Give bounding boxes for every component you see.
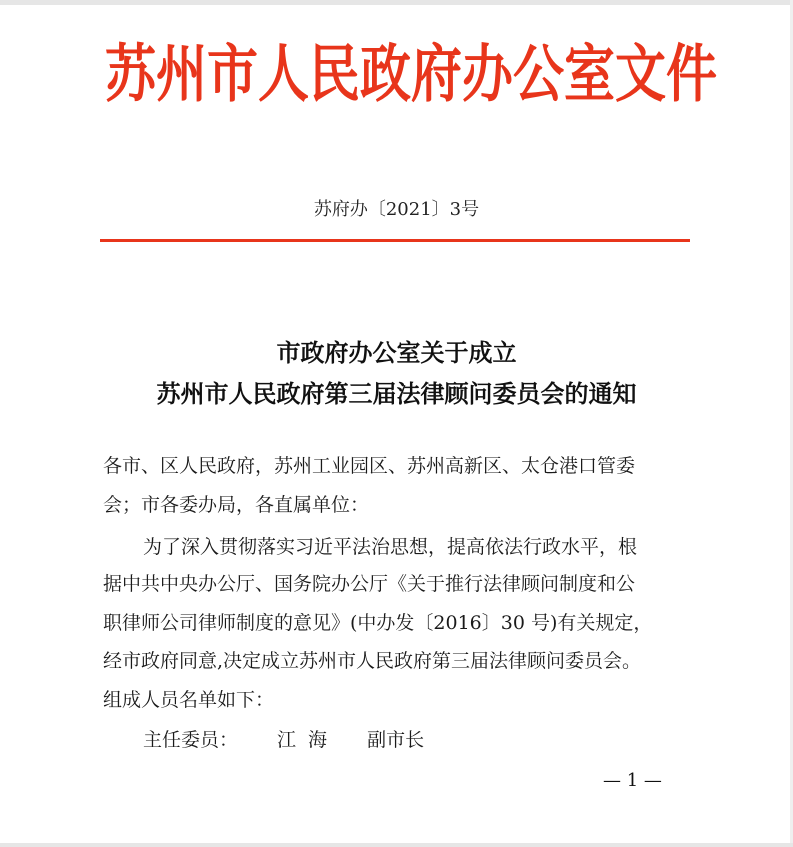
body-line-addressees-1: 各市、区人民政府，苏州工业园区、苏州高新区、太仓港口管委 <box>103 455 636 477</box>
document-title-line-2: 苏州市人民政府第三届法律顾问委员会的通知 <box>156 379 637 408</box>
member-title: 副市长 <box>367 729 425 751</box>
member-role: 主任委员： <box>143 729 239 751</box>
document-number: 苏府办〔2021〕3号 <box>313 199 480 220</box>
red-separator-line <box>100 239 690 242</box>
body-line-paragraph-3: 职律师公司律师制度的意见》(中办发〔2016〕30 号)有关规定， <box>103 612 653 634</box>
body-line-paragraph-5: 组成人员名单如下： <box>103 689 275 711</box>
body-line-paragraph-4: 经市政府同意,决定成立苏州市人民政府第三届法律顾问委员会。 <box>103 650 642 672</box>
page-top-edge <box>0 0 793 5</box>
body-line-addressees-2: 会；市各委办局，各直属单位： <box>103 494 370 516</box>
document-title-line-1: 市政府办公室关于成立 <box>276 338 517 367</box>
body-line-paragraph-1: 为了深入贯彻落实习近平法治思想，提高依法行政水平，根 <box>143 536 638 558</box>
body-line-paragraph-2: 据中共中央办公厅、国务院办公厅《关于推行法律顾问制度和公 <box>103 573 636 595</box>
member-row <box>143 726 424 754</box>
page-number: — 1 — <box>603 770 662 791</box>
member-name: 江海 <box>277 729 340 751</box>
page-bottom-edge <box>0 843 793 847</box>
document-masthead: 苏州市人民政府办公室文件 <box>105 39 718 112</box>
